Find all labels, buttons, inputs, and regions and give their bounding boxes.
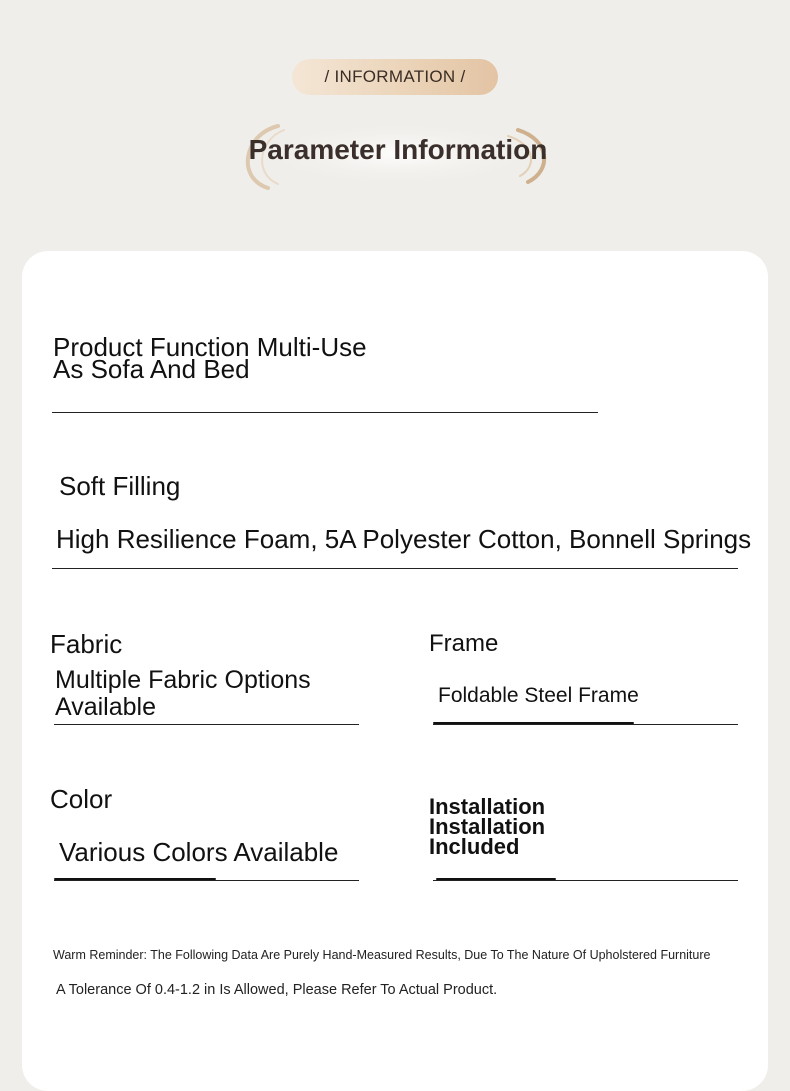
divider-frame bbox=[433, 724, 738, 725]
soft-filling-label: Soft Filling bbox=[59, 471, 181, 501]
divider-filling bbox=[52, 568, 738, 569]
fabric-value-line1: Multiple Fabric Options bbox=[55, 666, 311, 694]
installation-line3: Included bbox=[429, 834, 520, 859]
soft-filling-value: High Resilience Foam, 5A Polyester Cotton, Bonnell Springs bbox=[56, 524, 752, 554]
divider-color bbox=[54, 880, 359, 881]
page-title: Parameter Information bbox=[248, 134, 548, 165]
color-value: Various Colors Available bbox=[59, 837, 339, 867]
divider-function bbox=[52, 412, 598, 413]
divider-installation bbox=[433, 880, 738, 881]
installation-line1: Installation bbox=[429, 794, 546, 819]
color-label: Color bbox=[50, 784, 113, 814]
section-tag: / INFORMATION / bbox=[292, 59, 498, 95]
frame-label: Frame bbox=[429, 630, 499, 657]
divider-fabric bbox=[54, 724, 359, 725]
fabric-label: Fabric bbox=[50, 629, 123, 659]
product-function-line2: As Sofa And Bed bbox=[53, 354, 250, 384]
product-function-line1: Product Function Multi-Use bbox=[53, 332, 367, 362]
fabric-value-line2: Available bbox=[55, 693, 157, 721]
reminder-line2: A Tolerance Of 0.4-1.2 in Is Allowed, Please Refer To Actual Product. bbox=[56, 982, 498, 998]
reminder-line1: Warm Reminder: The Following Data Are Purely Hand-Measured Results, Due To The Nature Of Upholstered Furniture bbox=[53, 948, 711, 962]
installation-line2: Installation bbox=[429, 814, 546, 839]
title-block bbox=[238, 116, 558, 192]
frame-value: Foldable Steel Frame bbox=[438, 684, 639, 707]
